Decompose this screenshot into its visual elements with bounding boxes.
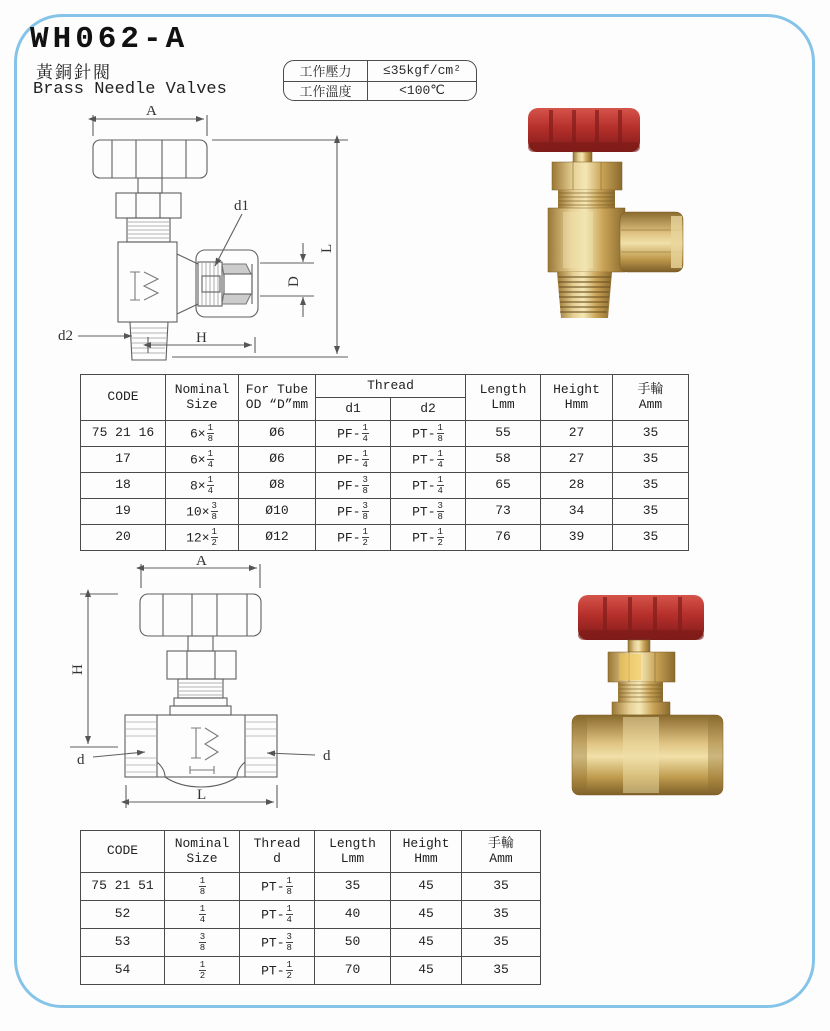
value-cell: Ø8 [239, 473, 316, 499]
value-cell: Ø10 [239, 499, 316, 525]
value-cell: 28 [541, 473, 613, 499]
subtitle-chinese: 黃銅針閥 [36, 65, 112, 84]
value-cell: PT- $\frac{1}{4}$ [240, 901, 315, 929]
value-cell: 8× $\frac{1}{4}$ [166, 473, 239, 499]
value-cell: 35 [462, 901, 541, 929]
value-cell: 35 [462, 873, 541, 901]
value-cell: 35 [613, 447, 689, 473]
col-header-nominal: Nominal Size [165, 831, 240, 873]
dim-label-d1: d1 [234, 198, 249, 214]
dim-label-a: A [146, 106, 157, 119]
dim-label-h: H [196, 330, 207, 346]
value-cell: PF- $\frac{3}{8}$ [316, 499, 391, 525]
code-cell: 19 [81, 499, 166, 525]
col-header-d2: d2 [391, 398, 466, 421]
table-row [81, 447, 689, 473]
col-header-thread: Thread d [240, 831, 315, 873]
value-cell: 45 [391, 957, 462, 985]
table-row [81, 901, 541, 929]
value-cell: PT- $\frac{1}{8}$ [240, 873, 315, 901]
col-header-handwheel: 手輪 Amm [613, 375, 689, 421]
value-cell: PF- $\frac{1}{4}$ [316, 447, 391, 473]
col-header-d1: d1 [316, 398, 391, 421]
value-cell: 39 [541, 525, 613, 551]
value-cell: 10× $\frac{3}{8}$ [166, 499, 239, 525]
value-cell: PF- $\frac{3}{8}$ [316, 473, 391, 499]
value-cell: PT- $\frac{1}{2}$ [240, 957, 315, 985]
col-header-thread: Thread [316, 375, 466, 398]
code-cell: 18 [81, 473, 166, 499]
spec-value-pressure: ≤35kgf/cm² [382, 63, 461, 79]
subtitle-english: Brass Needle Valves [33, 80, 227, 99]
table-row [81, 929, 541, 957]
red-knob [578, 595, 704, 640]
value-cell: 73 [466, 499, 541, 525]
col-header-height: Height Hmm [541, 375, 613, 421]
value-cell: 35 [462, 929, 541, 957]
value-cell: PT- $\frac{1}{4}$ [391, 473, 466, 499]
table-row [81, 525, 689, 551]
col-header-length: Length Lmm [466, 375, 541, 421]
value-cell: PT- $\frac{3}{8}$ [391, 499, 466, 525]
dim-label-d2: d2 [58, 328, 73, 344]
value-cell: 70 [315, 957, 391, 985]
dim-label-a2: A [196, 556, 207, 569]
dim-label-d-cap: D [286, 276, 302, 287]
value-cell: PF- $\frac{1}{2}$ [316, 525, 391, 551]
angle-valve-drawing [52, 106, 352, 368]
value-cell: 35 [462, 957, 541, 985]
col-header-length: Length Lmm [315, 831, 391, 873]
col-header-code: CODE [81, 375, 166, 421]
value-cell: 27 [541, 421, 613, 447]
code-cell: 20 [81, 525, 166, 551]
value-cell: PF- $\frac{1}{4}$ [316, 421, 391, 447]
table-row [81, 421, 689, 447]
value-cell: 58 [466, 447, 541, 473]
value-cell: 35 [613, 473, 689, 499]
value-cell: Ø6 [239, 447, 316, 473]
value-cell: 35 [613, 525, 689, 551]
value-cell: PT- $\frac{1}{2}$ [391, 525, 466, 551]
table-row [81, 473, 689, 499]
value-cell: 27 [541, 447, 613, 473]
straight-valve-spec-table [80, 830, 541, 985]
value-cell: Ø6 [239, 421, 316, 447]
col-header-nominal: Nominal Size [166, 375, 239, 421]
value-cell: $\frac{1}{8}$ [165, 873, 240, 901]
value-cell: $\frac{3}{8}$ [165, 929, 240, 957]
dim-label-d-right: d [323, 748, 331, 764]
value-cell: 35 [315, 873, 391, 901]
col-header-tube: For Tube OD “D”mm [239, 375, 316, 421]
spec-row-pressure [284, 61, 476, 81]
spec-label-temperature: 工作溫度 [284, 82, 368, 101]
value-cell: 50 [315, 929, 391, 957]
value-cell: 40 [315, 901, 391, 929]
code-cell: 75 21 16 [81, 421, 166, 447]
value-cell: $\frac{1}{2}$ [165, 957, 240, 985]
red-knob [528, 108, 640, 152]
col-header-code: CODE [81, 831, 165, 873]
code-cell: 52 [81, 901, 165, 929]
col-header-handwheel: 手輪 Amm [462, 831, 541, 873]
spec-row-temperature [284, 81, 476, 101]
value-cell: PT- $\frac{1}{8}$ [391, 421, 466, 447]
spec-value-temperature: <100℃ [399, 83, 445, 99]
table-row [81, 873, 541, 901]
table-row [81, 499, 689, 525]
angle-valve-spec-table [80, 374, 689, 551]
dim-label-l: L [319, 243, 335, 253]
dim-label-l2: L [197, 787, 207, 803]
value-cell: 34 [541, 499, 613, 525]
dim-label-h2: H [70, 664, 86, 675]
dim-label-d-left: d [77, 752, 85, 768]
value-cell: PT- $\frac{3}{8}$ [240, 929, 315, 957]
value-cell: 35 [613, 499, 689, 525]
value-cell: 6× $\frac{1}{8}$ [166, 421, 239, 447]
value-cell: PT- $\frac{1}{4}$ [391, 447, 466, 473]
code-cell: 75 21 51 [81, 873, 165, 901]
value-cell: 76 [466, 525, 541, 551]
straight-valve-photo [563, 588, 733, 800]
angle-valve-photo [515, 100, 705, 330]
code-cell: 17 [81, 447, 166, 473]
spec-box [283, 60, 477, 101]
straight-valve-drawing [60, 556, 400, 816]
code-cell: 53 [81, 929, 165, 957]
value-cell: Ø12 [239, 525, 316, 551]
value-cell: 45 [391, 929, 462, 957]
page-title: WH062-A [30, 22, 189, 57]
code-cell: 54 [81, 957, 165, 985]
value-cell: 45 [391, 901, 462, 929]
value-cell: 65 [466, 473, 541, 499]
value-cell: 35 [613, 421, 689, 447]
value-cell: 45 [391, 873, 462, 901]
value-cell: 12× $\frac{1}{2}$ [166, 525, 239, 551]
spec-label-pressure: 工作壓力 [284, 61, 368, 81]
table-row [81, 957, 541, 985]
value-cell: $\frac{1}{4}$ [165, 901, 240, 929]
value-cell: 6× $\frac{1}{4}$ [166, 447, 239, 473]
value-cell: 55 [466, 421, 541, 447]
col-header-height: Height Hmm [391, 831, 462, 873]
